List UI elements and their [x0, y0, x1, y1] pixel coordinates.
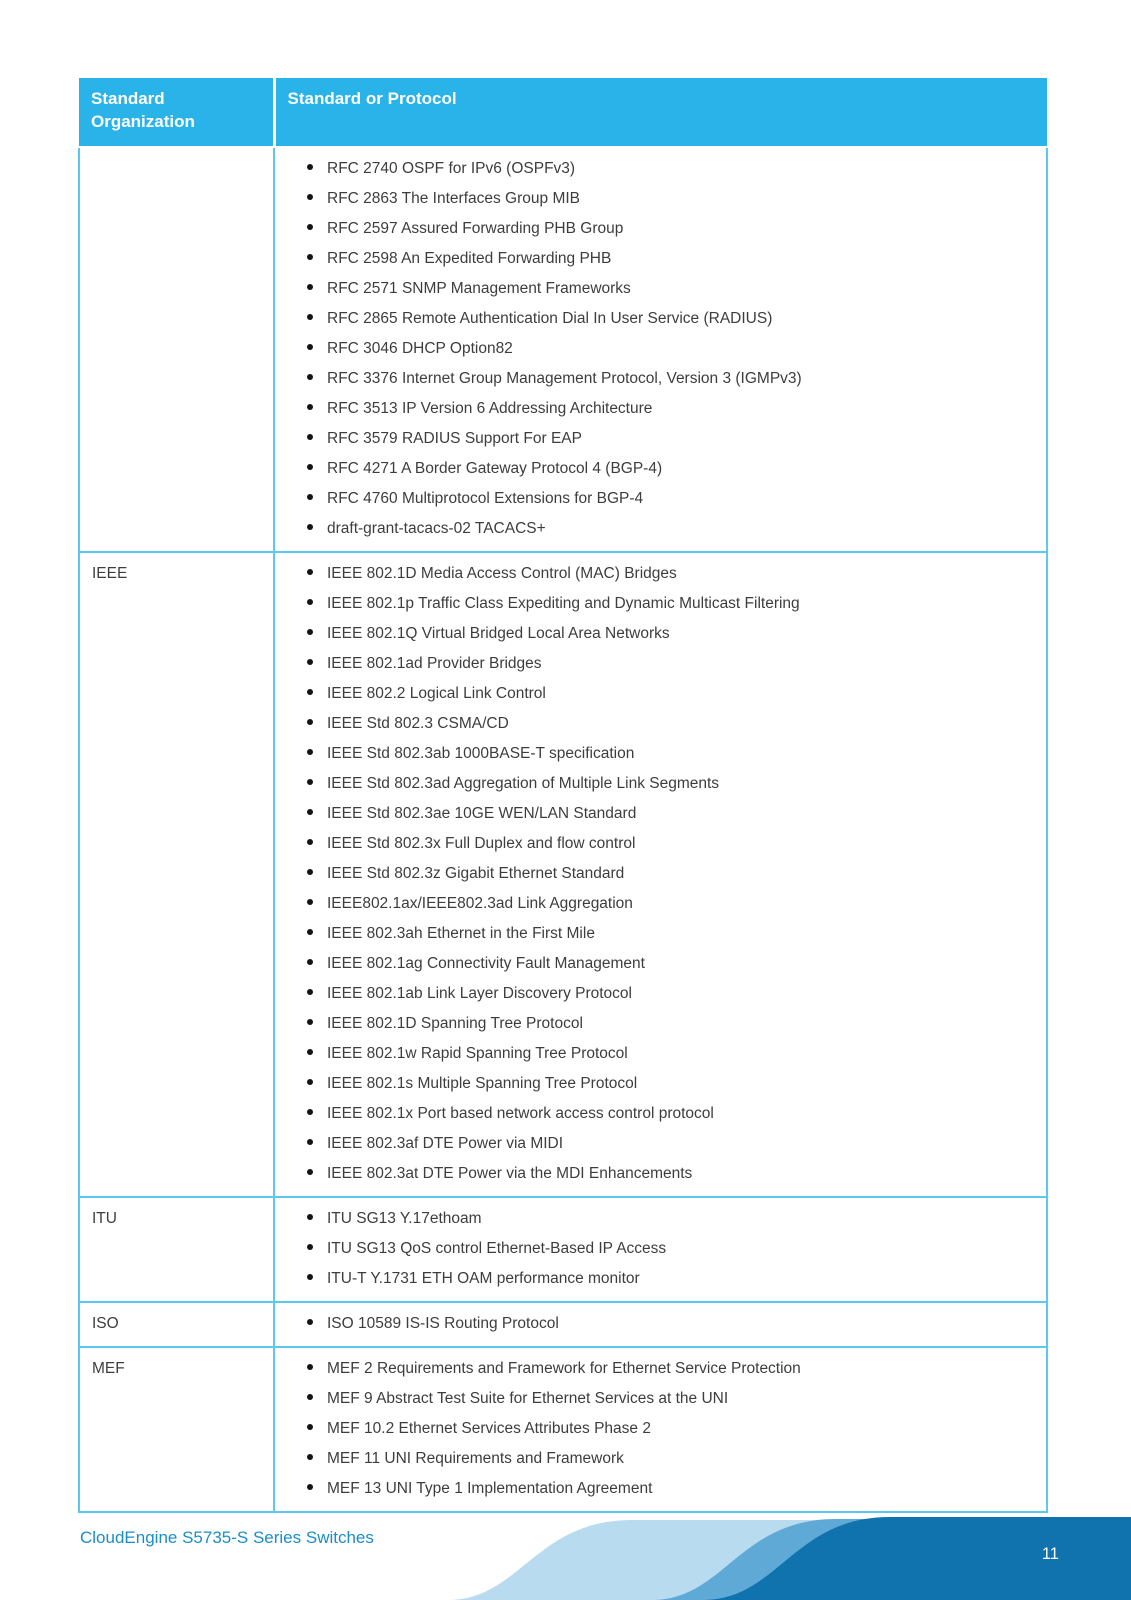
- bullet-icon: [307, 689, 313, 695]
- standards-table-body: [79, 147, 1047, 1512]
- bullet-icon: [307, 629, 313, 635]
- standard-item-text: MEF 13 UNI Type 1 Implementation Agreement: [327, 1479, 653, 1497]
- standard-item: [289, 1099, 1032, 1129]
- standard-item: [289, 1384, 1032, 1414]
- standard-item-text: RFC 2598 An Expedited Forwarding PHB: [327, 249, 612, 267]
- standard-item: [289, 1204, 1032, 1234]
- standard-item: [289, 769, 1032, 799]
- organization-cell: [79, 147, 274, 552]
- bullet-icon: [307, 1214, 313, 1220]
- standard-item: [289, 1309, 1032, 1339]
- standard-item: [289, 1129, 1032, 1159]
- standard-item: [289, 799, 1032, 829]
- standard-item-text: IEEE 802.1x Port based network access control protocol: [327, 1104, 714, 1122]
- bullet-icon: [307, 404, 313, 410]
- standard-item: [289, 184, 1032, 214]
- bullet-icon: [307, 254, 313, 260]
- bullet-icon: [307, 599, 313, 605]
- standard-item: [289, 274, 1032, 304]
- standard-item: [289, 859, 1032, 889]
- bullet-icon: [307, 1484, 313, 1490]
- standard-item: [289, 1354, 1032, 1384]
- bullet-icon: [307, 659, 313, 665]
- standard-item-text: RFC 3376 Internet Group Management Protocol, Version 3 (IGMPv3): [327, 369, 802, 387]
- bullet-icon: [307, 494, 313, 500]
- bullet-icon: [307, 1049, 313, 1055]
- table-row: [79, 552, 1047, 1197]
- table-row: [79, 1197, 1047, 1302]
- bullet-icon: [307, 1079, 313, 1085]
- standard-item: [289, 679, 1032, 709]
- standard-item: [289, 154, 1032, 184]
- bullet-icon: [307, 929, 313, 935]
- standard-item: [289, 424, 1032, 454]
- standard-item-text: IEEE 802.1Q Virtual Bridged Local Area Networks: [327, 624, 670, 642]
- standard-item: [289, 619, 1032, 649]
- table-row: [79, 1302, 1047, 1347]
- bullet-icon: [307, 1109, 313, 1115]
- standard-item: [289, 1039, 1032, 1069]
- standard-item-text: IEEE 802.1s Multiple Spanning Tree Protocol: [327, 1074, 638, 1092]
- standard-item-text: MEF 2 Requirements and Framework for Ethernet Service Protection: [327, 1359, 801, 1377]
- organization-cell: ISO: [79, 1302, 274, 1347]
- standard-item: [289, 559, 1032, 589]
- bullet-icon: [307, 569, 313, 575]
- bullet-icon: [307, 344, 313, 350]
- standards-list: [289, 154, 1032, 544]
- bullet-icon: [307, 899, 313, 905]
- standards-cell: [274, 1197, 1047, 1302]
- standard-item: [289, 394, 1032, 424]
- header-standard-organization: Standard Organization: [79, 78, 274, 147]
- standard-item: [289, 454, 1032, 484]
- standard-item-text: RFC 3046 DHCP Option82: [327, 339, 513, 357]
- standard-item-text: IEEE Std 802.3z Gigabit Ethernet Standard: [327, 864, 625, 882]
- standard-item: [289, 1474, 1032, 1504]
- standard-item-text: IEEE802.1ax/IEEE802.3ad Link Aggregation: [327, 894, 633, 912]
- standards-list: [289, 559, 1032, 1189]
- standard-item-text: RFC 3579 RADIUS Support For EAP: [327, 429, 582, 447]
- standards-list: [289, 1309, 1032, 1339]
- bullet-icon: [307, 749, 313, 755]
- bullet-icon: [307, 374, 313, 380]
- standard-item-text: draft-grant-tacacs-02 TACACS+: [327, 519, 546, 537]
- standards-table: [78, 78, 1048, 1513]
- organization-cell: MEF: [79, 1347, 274, 1512]
- standard-item-text: IEEE 802.1D Media Access Control (MAC) Bridges: [327, 564, 677, 582]
- standard-item: [289, 829, 1032, 859]
- bullet-icon: [307, 719, 313, 725]
- bullet-icon: [307, 1424, 313, 1430]
- standards-cell: [274, 552, 1047, 1197]
- bullet-icon: [307, 1454, 313, 1460]
- standard-item-text: ITU SG13 Y.17ethoam: [327, 1209, 482, 1227]
- standard-item: [289, 1009, 1032, 1039]
- organization-cell: IEEE: [79, 552, 274, 1197]
- standard-item-text: ITU SG13 QoS control Ethernet-Based IP Access: [327, 1239, 667, 1257]
- standard-item-text: RFC 2863 The Interfaces Group MIB: [327, 189, 580, 207]
- bullet-icon: [307, 314, 313, 320]
- standard-item-text: IEEE 802.1ab Link Layer Discovery Protocol: [327, 984, 632, 1002]
- standard-item-text: IEEE 802.3ah Ethernet in the First Mile: [327, 924, 595, 942]
- bullet-icon: [307, 809, 313, 815]
- bullet-icon: [307, 524, 313, 530]
- standard-item-text: RFC 2571 SNMP Management Frameworks: [327, 279, 631, 297]
- standard-item: [289, 214, 1032, 244]
- standard-item-text: ISO 10589 IS-IS Routing Protocol: [327, 1314, 559, 1332]
- standard-item: [289, 484, 1032, 514]
- standard-item: [289, 304, 1032, 334]
- standard-item-text: IEEE Std 802.3ae 10GE WEN/LAN Standard: [327, 804, 637, 822]
- bullet-icon: [307, 284, 313, 290]
- table-row: [79, 147, 1047, 552]
- standard-item-text: IEEE 802.1ag Connectivity Fault Management: [327, 954, 645, 972]
- standard-item-text: IEEE Std 802.3x Full Duplex and flow control: [327, 834, 636, 852]
- standard-item: [289, 334, 1032, 364]
- standard-item: [289, 709, 1032, 739]
- bullet-icon: [307, 164, 313, 170]
- bullet-icon: [307, 194, 313, 200]
- bullet-icon: [307, 989, 313, 995]
- standards-list: [289, 1204, 1032, 1294]
- standard-item: [289, 919, 1032, 949]
- standard-item-text: IEEE Std 802.3ad Aggregation of Multiple Link Segments: [327, 774, 720, 792]
- bullet-icon: [307, 1019, 313, 1025]
- standard-item: [289, 739, 1032, 769]
- standard-item: [289, 1414, 1032, 1444]
- standard-item: [289, 1234, 1032, 1264]
- bullet-icon: [307, 1319, 313, 1325]
- standard-item: [289, 1069, 1032, 1099]
- bullet-icon: [307, 1394, 313, 1400]
- standard-item-text: RFC 2865 Remote Authentication Dial In User Service (RADIUS): [327, 309, 773, 327]
- header-standard-or-protocol: Standard or Protocol: [274, 78, 1047, 147]
- bullet-icon: [307, 1244, 313, 1250]
- bullet-icon: [307, 1139, 313, 1145]
- standard-item: [289, 1444, 1032, 1474]
- standard-item-text: IEEE 802.3af DTE Power via MIDI: [327, 1134, 564, 1152]
- standard-item-text: MEF 11 UNI Requirements and Framework: [327, 1449, 624, 1467]
- standard-item-text: IEEE 802.3at DTE Power via the MDI Enhancements: [327, 1164, 693, 1182]
- standard-item-text: ITU-T Y.1731 ETH OAM performance monitor: [327, 1269, 640, 1287]
- standard-item: [289, 649, 1032, 679]
- standard-item-text: IEEE 802.1D Spanning Tree Protocol: [327, 1014, 583, 1032]
- standard-item-text: IEEE Std 802.3ab 1000BASE-T specification: [327, 744, 635, 762]
- standards-cell: [274, 1302, 1047, 1347]
- standard-item: [289, 949, 1032, 979]
- standard-item-text: MEF 9 Abstract Test Suite for Ethernet Services at the UNI: [327, 1389, 729, 1407]
- bullet-icon: [307, 869, 313, 875]
- standard-item: [289, 589, 1032, 619]
- bullet-icon: [307, 464, 313, 470]
- bullet-icon: [307, 839, 313, 845]
- standards-cell: [274, 1347, 1047, 1512]
- bullet-icon: [307, 779, 313, 785]
- bullet-icon: [307, 224, 313, 230]
- standard-item-text: IEEE 802.1w Rapid Spanning Tree Protocol: [327, 1044, 628, 1062]
- standard-item: [289, 364, 1032, 394]
- standard-item-text: RFC 2740 OSPF for IPv6 (OSPFv3): [327, 159, 576, 177]
- table-header: [79, 78, 1047, 147]
- bullet-icon: [307, 959, 313, 965]
- standard-item: [289, 1264, 1032, 1294]
- footer-document-title: CloudEngine S5735-S Series Switches: [80, 1528, 374, 1547]
- bullet-icon: [307, 1274, 313, 1280]
- standard-item-text: IEEE 802.1ad Provider Bridges: [327, 654, 542, 672]
- standards-cell: [274, 147, 1047, 552]
- standard-item-text: RFC 4760 Multiprotocol Extensions for BGP-4: [327, 489, 644, 507]
- standard-item: [289, 244, 1032, 274]
- standard-item-text: IEEE 802.1p Traffic Class Expediting and Dynamic Multicast Filtering: [327, 594, 800, 612]
- page-number: 11: [1041, 1545, 1059, 1563]
- bullet-icon: [307, 1364, 313, 1370]
- standard-item-text: MEF 10.2 Ethernet Services Attributes Phase 2: [327, 1419, 651, 1437]
- header-row: [79, 78, 1047, 147]
- bullet-icon: [307, 1169, 313, 1175]
- standards-list: [289, 1354, 1032, 1504]
- standard-item-text: IEEE 802.2 Logical Link Control: [327, 684, 546, 702]
- bullet-icon: [307, 434, 313, 440]
- standard-item-text: RFC 3513 IP Version 6 Addressing Architecture: [327, 399, 653, 417]
- standard-item: [289, 979, 1032, 1009]
- standard-item-text: RFC 2597 Assured Forwarding PHB Group: [327, 219, 624, 237]
- standard-item: [289, 1159, 1032, 1189]
- standard-item: [289, 889, 1032, 919]
- table-row: [79, 1347, 1047, 1512]
- organization-cell: ITU: [79, 1197, 274, 1302]
- standard-item-text: IEEE Std 802.3 CSMA/CD: [327, 714, 509, 732]
- standard-item: [289, 514, 1032, 544]
- footer-wave-graphic: [0, 1510, 1131, 1600]
- standard-item-text: RFC 4271 A Border Gateway Protocol 4 (BGP-4): [327, 459, 663, 477]
